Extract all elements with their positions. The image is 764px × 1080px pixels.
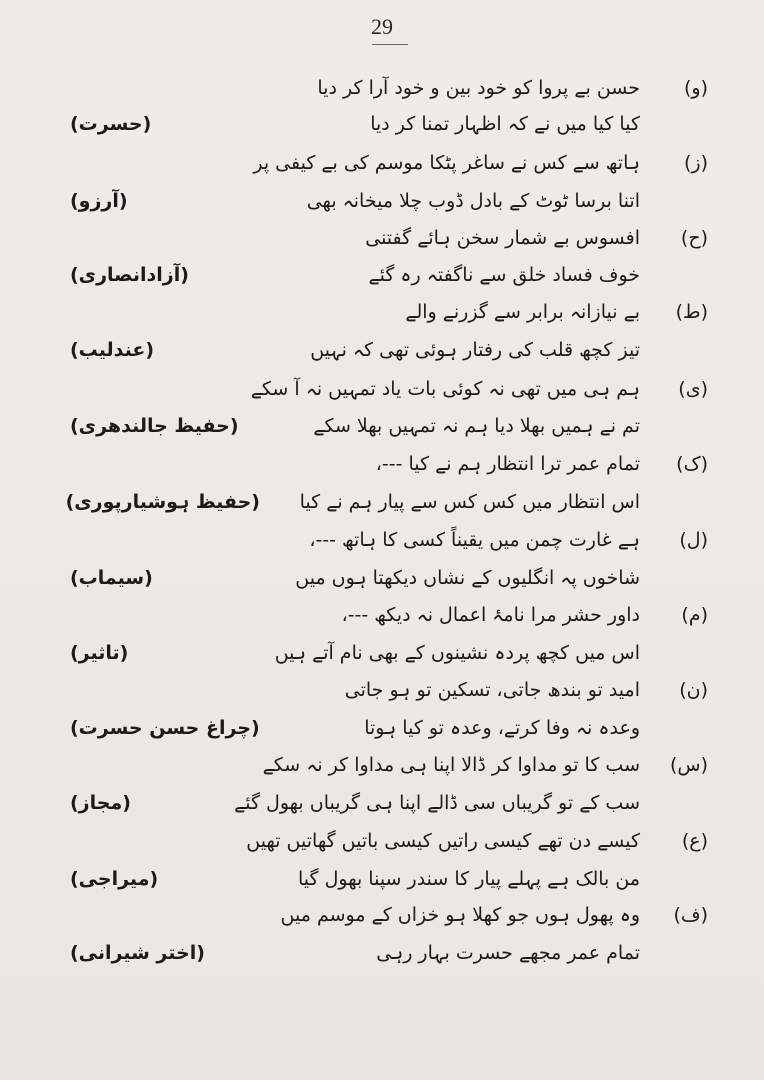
verse-line: تمام عمر مجھے حسرت بہار رہی bbox=[376, 942, 640, 964]
stanza-marker: (ل) bbox=[679, 529, 708, 551]
stanza-marker: (ع) bbox=[681, 830, 708, 852]
poet-name: (حفیظ ہوشیارپوری) bbox=[65, 491, 260, 513]
verse-line: سب کا تو مداوا کر ڈالا اپنا ہی مداوا کر نہ سکے bbox=[262, 754, 640, 776]
verse-line: وعدہ نہ وفا کرتے، وعدہ تو کیا ہوتا bbox=[364, 717, 640, 739]
verse-line: افسوس بے شمار سخن ہائے گفتنی bbox=[365, 227, 640, 249]
verse-line: ہے غارت چمن میں یقیناً کسی کا ہاتھ ---، bbox=[309, 529, 640, 551]
stanza-marker: (س) bbox=[669, 754, 708, 776]
verse-line: اس میں کچھ پردہ نشینوں کے بھی نام آتے ہیں bbox=[274, 642, 640, 664]
verse-line: بے نیازانہ برابر سے گزرنے والے bbox=[405, 301, 640, 323]
verse-line: کیا کیا میں نے کہ اظہار تمنا کر دیا bbox=[370, 113, 640, 135]
stanza-marker: (ک) bbox=[676, 453, 708, 475]
verse-line: سب کے تو گریباں سی ڈالے اپنا ہی گریباں بھول گئے bbox=[234, 792, 640, 814]
verse-line: وہ پھول ہوں جو کھلا ہو خزاں کے موسم میں bbox=[280, 904, 640, 926]
verse-line: تیز کچھ قلب کی رفتار ہوئی تھی کہ نہیں bbox=[310, 339, 640, 361]
verse-line: تم نے ہمیں بھلا دیا ہم نہ تمہیں بھلا سکے bbox=[313, 415, 640, 437]
poet-name: (چراغ حسن حسرت) bbox=[70, 717, 260, 739]
verse-line: امید تو بندھ جاتی، تسکین تو ہو جاتی bbox=[344, 679, 640, 701]
verse-line: کیسے دن تھے کیسی راتیں کیسی باتیں گھاتیں تھیں bbox=[246, 830, 640, 852]
poet-name: (عندلیب) bbox=[70, 339, 155, 361]
poet-name: (آزادانصاری) bbox=[70, 264, 189, 286]
poet-name: (آرزو) bbox=[70, 190, 128, 212]
verse-line: اس انتظار میں کس کس سے پیار ہم نے کیا bbox=[299, 491, 640, 513]
verse-line: حسن بے پروا کو خود بین و خود آرا کر دیا bbox=[317, 77, 640, 99]
poet-name: (سیماب) bbox=[70, 567, 153, 589]
page-number: 29 bbox=[371, 14, 393, 39]
stanza-marker: (ی) bbox=[678, 378, 708, 400]
verse-line: تمام عمر ترا انتظار ہم نے کیا ---، bbox=[375, 453, 640, 475]
verse-line: شاخوں پہ انگلیوں کے نشاں دیکھتا ہوں میں bbox=[295, 567, 640, 589]
verse-line: اتنا برسا ٹوٹ کے بادل ڈوب چلا میخانہ بھی bbox=[306, 190, 640, 212]
poet-name: (حسرت) bbox=[70, 113, 152, 135]
verse-line: داور حشر مرا نامۂ اعمال نہ دیکھ ---، bbox=[341, 604, 640, 626]
verse-line: ہاتھ سے کس نے ساغر پٹکا موسم کی بے کیفی پر bbox=[253, 152, 640, 174]
poet-name: (اختر شیرانی) bbox=[70, 942, 205, 964]
stanza-marker: (م) bbox=[681, 604, 708, 626]
poet-name: (مجاز) bbox=[70, 792, 131, 814]
verse-line: خوف فساد خلق سے ناگفتہ رہ گئے bbox=[368, 264, 640, 286]
verse-line: ہم ہی میں تھی نہ کوئی بات یاد تمہیں نہ آ سکے bbox=[250, 378, 640, 400]
stanza-marker: (ن) bbox=[679, 679, 708, 701]
poet-name: (تاثیر) bbox=[70, 642, 129, 664]
stanza-marker: (ف) bbox=[673, 904, 708, 926]
stanza-marker: (ح) bbox=[680, 227, 708, 249]
stanza-marker: (ز) bbox=[683, 152, 708, 174]
poet-name: (حفیظ جالندھری) bbox=[70, 415, 239, 437]
stanza-marker: (ط) bbox=[675, 301, 708, 323]
poet-name: (میراجی) bbox=[70, 868, 159, 890]
stanza-marker: (و) bbox=[683, 77, 708, 99]
verse-line: من بالک ہے پہلے پیار کا سندر سپنا بھول گیا bbox=[297, 868, 640, 890]
